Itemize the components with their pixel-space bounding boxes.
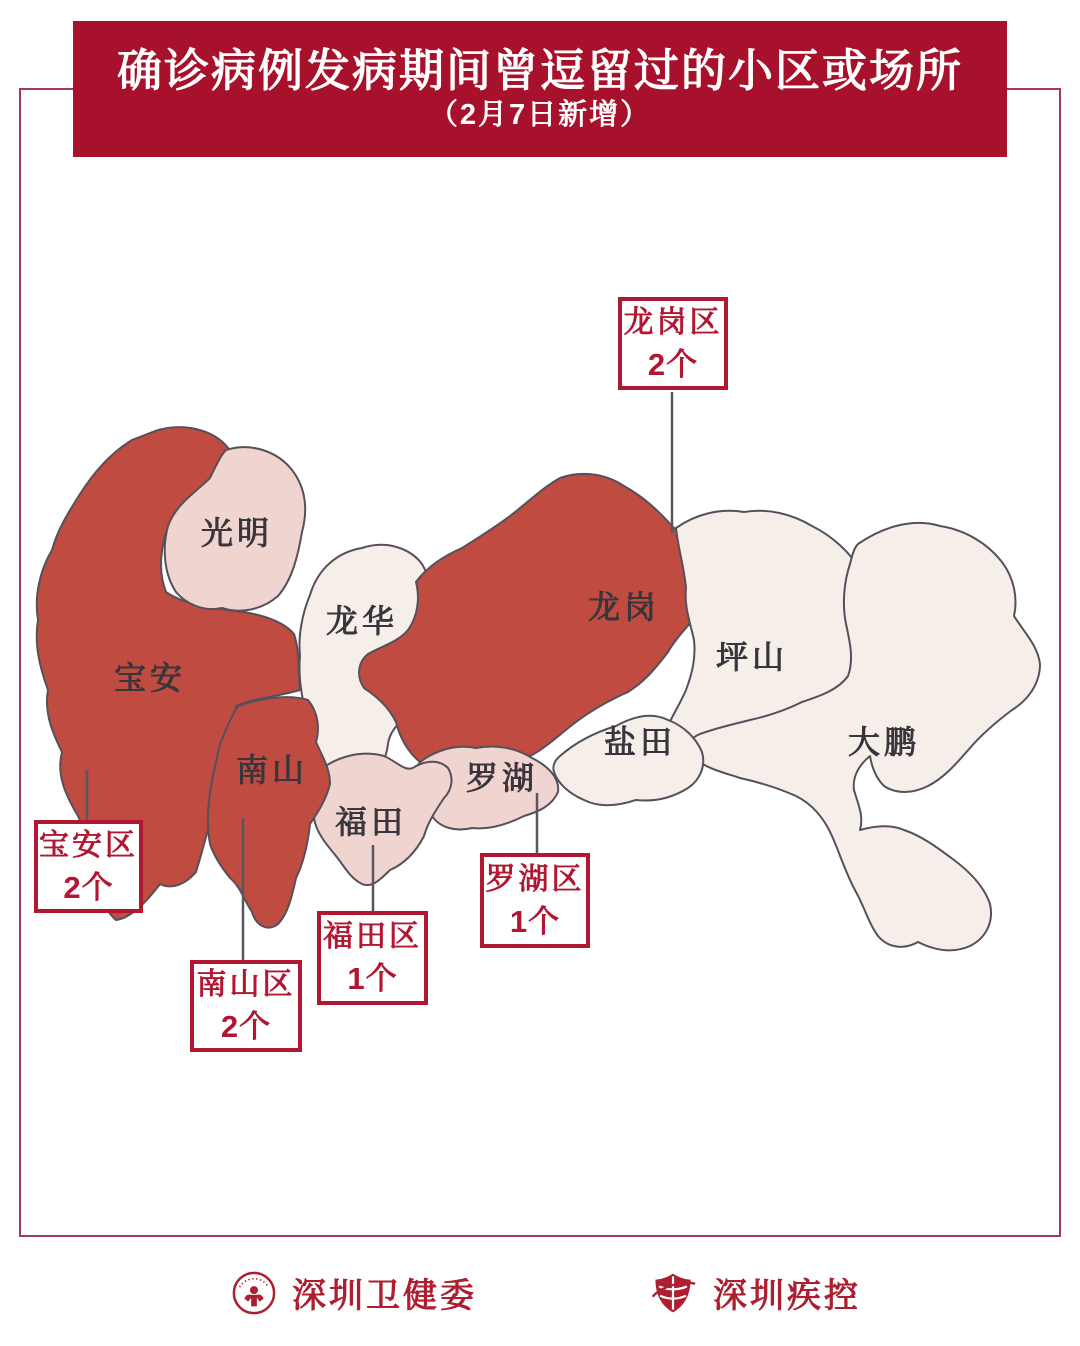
district-label-futian: 福田 — [334, 804, 408, 840]
callout-longgang-count: 2个 — [647, 346, 699, 382]
footer-cdc-label: 深圳疾控 — [713, 1277, 861, 1315]
callout-baoan-count: 2个 — [63, 869, 114, 905]
district-nanshan-shape — [208, 697, 330, 927]
page-title: 确诊病例发病期间曾逗留过的小区或场所 — [116, 45, 963, 96]
callout-luohu-district: 罗湖区 — [485, 862, 585, 896]
health-commission-seal-icon — [231, 1270, 277, 1316]
callout-baoan — [34, 820, 143, 913]
callout-futian — [317, 911, 428, 1005]
district-label-luohu: 罗湖 — [465, 760, 539, 796]
district-label-dapeng: 大鹏 — [847, 724, 921, 760]
callout-futian-count: 1个 — [347, 961, 398, 996]
callout-longgang-district: 龙岗区 — [623, 305, 723, 339]
district-label-guangming: 光明 — [200, 515, 274, 551]
callout-baoan-district: 宝安区 — [39, 828, 138, 862]
title-banner — [73, 21, 1007, 157]
district-label-longgang: 龙岗 — [587, 589, 661, 625]
callout-nanshan-count: 2个 — [220, 1009, 272, 1044]
callout-luohu-count: 1个 — [509, 903, 561, 939]
footer-health-commission — [231, 1268, 477, 1317]
footer-cdc — [648, 1268, 861, 1317]
cdc-shield-icon — [648, 1269, 698, 1317]
footer-health-commission-label: 深圳卫健委 — [292, 1277, 477, 1315]
district-label-longhua: 龙华 — [325, 603, 399, 639]
callout-futian-district: 福田区 — [323, 920, 422, 953]
district-label-baoan: 宝安 — [113, 660, 187, 696]
district-label-yantian: 盐田 — [603, 724, 677, 760]
district-label-pingshan: 坪山 — [715, 639, 789, 675]
callout-nanshan — [190, 960, 302, 1052]
callout-luohu — [480, 853, 590, 948]
callout-nanshan-district: 南山区 — [196, 968, 296, 1001]
callout-longgang — [618, 297, 728, 390]
district-label-nanshan: 南山 — [235, 752, 309, 788]
page-subtitle: （2月7日新增） — [428, 99, 652, 131]
